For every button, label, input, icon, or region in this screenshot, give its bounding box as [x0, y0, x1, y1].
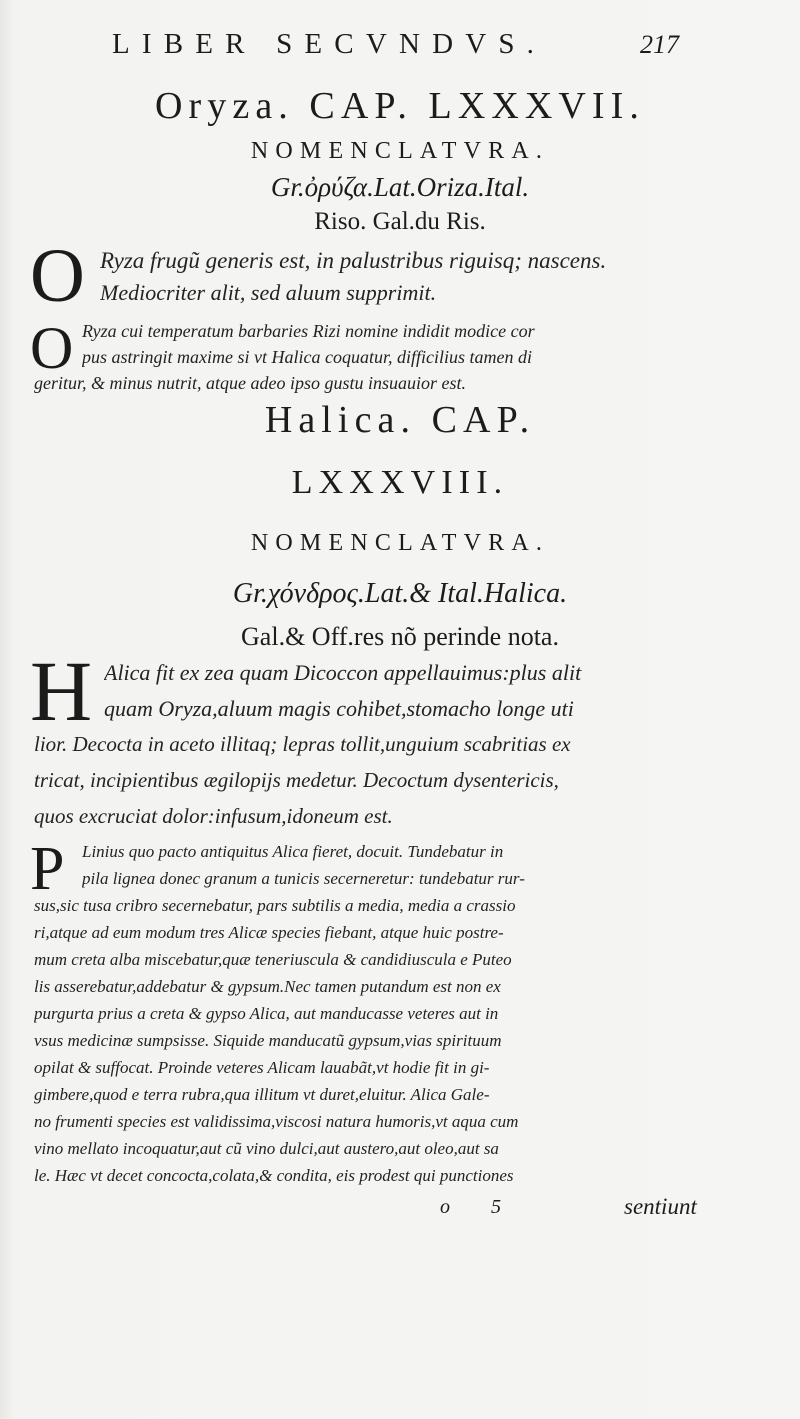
- drop-cap-o-1: O: [30, 234, 85, 318]
- nomenclatura-heading-2: NOMENCLATVRA.: [250, 530, 550, 556]
- text-line: pus astringit maxime si vt Halica coquatur, difficilius tamen di: [82, 347, 532, 367]
- text-line: sus,sic tusa cribro secernebatur, pars subtilis a media, media a crassio: [34, 896, 516, 915]
- nomenclatura-heading-1: NOMENCLATVRA.: [250, 138, 550, 164]
- drop-cap-p: P: [30, 835, 65, 903]
- text-line: lior. Decocta in aceto illitaq; lepras tollit,unguium scabritias ex: [34, 732, 571, 756]
- text-line: Ryza cui temperatum barbaries Rizi nomine indidit modice cor: [82, 321, 535, 341]
- text-line: pila lignea donec granum a tunicis secerneretur: tundebatur rur-: [82, 869, 525, 888]
- chapter-heading-oryza: Oryza. CAP. LXXXVII.: [155, 85, 645, 127]
- text-line: quos excruciat dolor:infusum,idoneum est.: [34, 804, 393, 828]
- text-line: gimbere,quod e terra rubra,qua illitum vt duret,eluitur. Alica Gale-: [34, 1085, 490, 1104]
- chapter-number-halica: LXXXVIII.: [291, 464, 509, 501]
- text-line: quam Oryza,aluum magis cohibet,stomacho longe uti: [104, 696, 574, 721]
- text-line: no frumenti species est validissima,viscosi natura humoris,vt aqua cum: [34, 1112, 519, 1131]
- text-line: Alica fit ex zea quam Dicoccon appellauimus:plus alit: [104, 660, 582, 685]
- text-line: Mediocriter alit, sed aluum supprimit.: [100, 280, 437, 305]
- text-line: le. Hæc vt decet concocta,colata,& condita, eis prodest qui punctiones: [34, 1166, 514, 1185]
- text-line: ri,atque ad eum modum tres Alicæ species fiebant, atque huic postre-: [34, 923, 504, 942]
- text-line: lis asserebatur,addebatur & gypsum.Nec tamen putandum est non ex: [34, 977, 501, 996]
- names-line-2b: Gal.& Off.res nõ perinde nota.: [241, 622, 559, 651]
- names-line-1b: Riso. Gal.du Ris.: [314, 208, 486, 235]
- signature-mark: o 5: [440, 1196, 519, 1218]
- running-title: LIBER SECVNDVS.: [112, 28, 547, 60]
- text-line: opilat & suffocat. Proinde veteres Alicam lauabãt,vt hodie fit in gi-: [34, 1058, 490, 1077]
- drop-cap-o-2: O: [30, 315, 74, 381]
- catchword: sentiunt: [624, 1194, 697, 1219]
- text-line: tricat, incipientibus ægilopijs medetur. Decoctum dysentericis,: [34, 768, 559, 792]
- drop-cap-h: H: [30, 643, 93, 739]
- text-line: geritur, & minus nutrit, atque adeo ipso gustu insuauior est.: [34, 373, 467, 393]
- text-line: vino mellato incoquatur,aut cũ vino dulci,aut austero,aut oleo,aut sa: [34, 1139, 499, 1158]
- names-line-2a: Gr.χόνδρος.Lat.& Ital.Halica.: [232, 578, 568, 609]
- names-line-1a: Gr.ὀρύζα.Lat.Oriza.Ital.: [270, 172, 530, 202]
- text-line: Linius quo pacto antiquitus Alica fieret, docuit. Tundebatur in: [82, 842, 504, 861]
- text-line: mum creta alba miscebatur,quæ teneriuscula & candidiuscula e Puteo: [34, 950, 512, 969]
- text-line: vsus medicinæ sumpsisse. Siquide manducatũ gypsum,vias spirituum: [34, 1031, 502, 1050]
- text-line: purgurta prius a creta & gypso Alica, aut manducasse veteres aut in: [34, 1004, 499, 1023]
- page-number: 217: [640, 30, 679, 59]
- text-line: Ryza frugũ generis est, in palustribus riguisq; nascens.: [100, 248, 607, 273]
- chapter-heading-halica: Halica. CAP.: [264, 399, 536, 441]
